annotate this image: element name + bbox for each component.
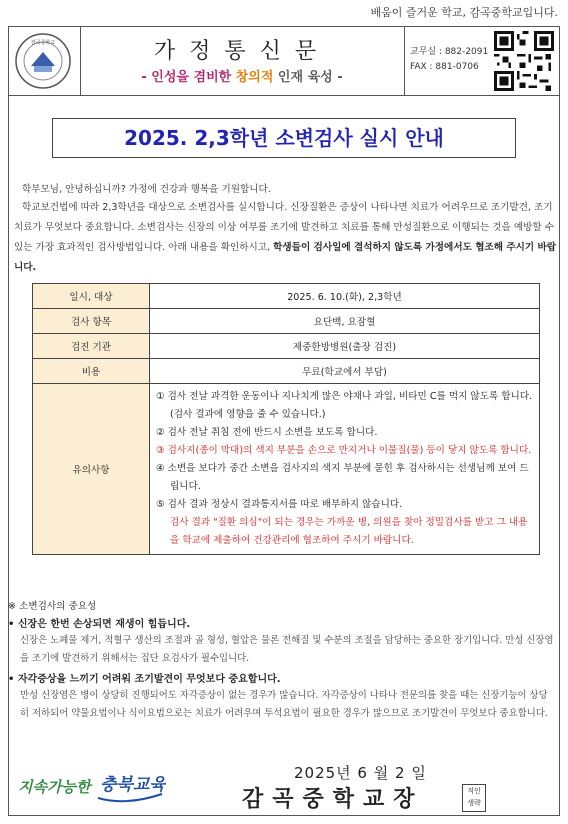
note-item: ② 검사 전날 취침 전에 반드시 소변을 보도록 합니다. [156,427,378,438]
header-divider [404,26,405,96]
education-slogan-logo [16,762,166,810]
importance-point: • 신장은 한번 손상되면 재생이 힘듭니다. [8,619,191,630]
subtitle-part: 인재 육성 - [277,70,343,85]
greeting-text [14,180,556,200]
seal-text: 직인 [467,787,481,795]
subtitle-part: - 인성을 [141,70,194,85]
qr-code-icon[interactable] [494,31,554,91]
row-label: 비용 [33,359,150,384]
issue-date: 2025년 6 월 2 일 [294,764,427,782]
row-value: 제중한방병원(출장 검진) [150,334,540,359]
subtitle-part: 창의적 [235,70,278,85]
notes-label: 유의사항 [33,384,150,555]
importance-text: 신장은 노폐물 제거, 적혈구 생산의 조절과 골 형성, 혈압은 물론 전해질 및 수분의 조절을 담당하는 중요한 장기입니다. 만성 신장염을 조기에 발견하기 위해서는 집단 요검사가 필수입니다. [20,635,554,664]
table-row [33,284,540,309]
table-row [33,334,540,359]
row-value: 요단백, 요잠혈 [150,309,540,334]
row-label: 일시, 대상 [33,284,150,309]
importance-text: 만성 신장염은 병이 상당히 진행되어도 자각증상이 없는 경우가 많습니다. 자각증상이 나타나 전문의를 찾을 때는 신장기능이 상당히 저하되어 약물요법이나 식이요법으로는 치료가 어려우며 투석요법이 필요한 경우가 많으므로 조기발견이 무엇보다 중요합니다. [20,690,548,719]
newsletter-title: 가정통신문 [153,39,331,64]
row-value: 2025. 6. 10.(화), 2,3학년 [150,284,540,309]
importance-point: • 자각증상을 느끼기 어려워 조기발견이 무엇보다 중요합니다. [8,674,281,685]
slogan-text: 지속가능한 [18,778,91,796]
table-row [33,309,540,334]
intro-text: 학교보건법에 따라 2,3학년을 대상으로 소변검사를 실시합니다. 신장질환은 증상이 나타나면 치료가 어려우므로 조기발견, 조기치료가 무엇보다 중요합니다. 소변검사는 신장의 이상 여부를 조기에 발견하고 치료를 통해 만성질환으로 이행되는 것을 예방할 수 있는 가장 효과적인 검사방법입니다. 아래 내용을 확인하시고, [14,202,554,253]
logo-text: 감곡중학교 [30,40,56,46]
subtitle-part: 겸비한 [193,70,236,85]
notes-cell [150,384,540,555]
school-principal: 감곡중학교장 [242,786,424,812]
note-item: 검사 결과 "질환 의심"이 되는 경우는 가까운 병, 의원을 찾아 정밀검사를 받고 그 내용을 학교에 제출하여 건강관리에 협조하여 주시기 바랍니다. [170,517,528,546]
exam-info-table [32,283,540,555]
slogan-text: 충북교육 [100,775,166,795]
header-divider [80,26,81,96]
row-value: 무료(학교에서 부담) [150,359,540,384]
contact-phone: 교무실 : 882-2091 [410,47,489,57]
note-item: ① 검사 전날 과격한 운동이나 지나치게 많은 야채나 과일, 비타민 C를 먹지 않도록 합니다. (검사 결과에 영향을 줄 수 있습니다.) [156,391,533,420]
note-item: ④ 소변을 보다가 중간 소변을 검사지의 색지 부분에 묻힌 후 검사하시는 선생님께 보여 드립니다. [156,463,529,492]
school-logo [14,32,72,90]
notice-title: 2025. 2,3학년 소변검사 실시 안내 [52,118,516,158]
greeting-line: 학부모님, 안녕하십니까? 가정에 건강과 행복을 기원합니다. [22,184,271,195]
newsletter-subtitle [82,66,402,85]
note-item: ③ 검사지(종이 막대)의 색지 부분을 손으로 만지거나 이물질(물) 등이 닿지 않도록 합니다. [156,445,532,456]
intro-paragraph [14,198,556,278]
importance-heading: ※ 소변검사의 중요성 [8,601,97,612]
school-motto: 배움이 즐거운 학교, 감곡중학교입니다. [370,6,558,19]
table-row [33,359,540,384]
official-seal-box [462,784,486,812]
contact-fax: FAX : 881-0706 [410,62,479,72]
intro-emphasis: 학생들이 검사일에 결석하지 않도록 가정에서도 협조해 주시기 바랍니다. [14,242,557,273]
seal-text: 생략 [467,799,481,807]
row-label: 검진 기관 [33,334,150,359]
note-item: ⑤ 검사 결과 정상시 결과통지서를 따로 배부하지 않습니다. [156,499,403,510]
table-row [33,384,540,555]
row-label: 검사 항목 [33,309,150,334]
